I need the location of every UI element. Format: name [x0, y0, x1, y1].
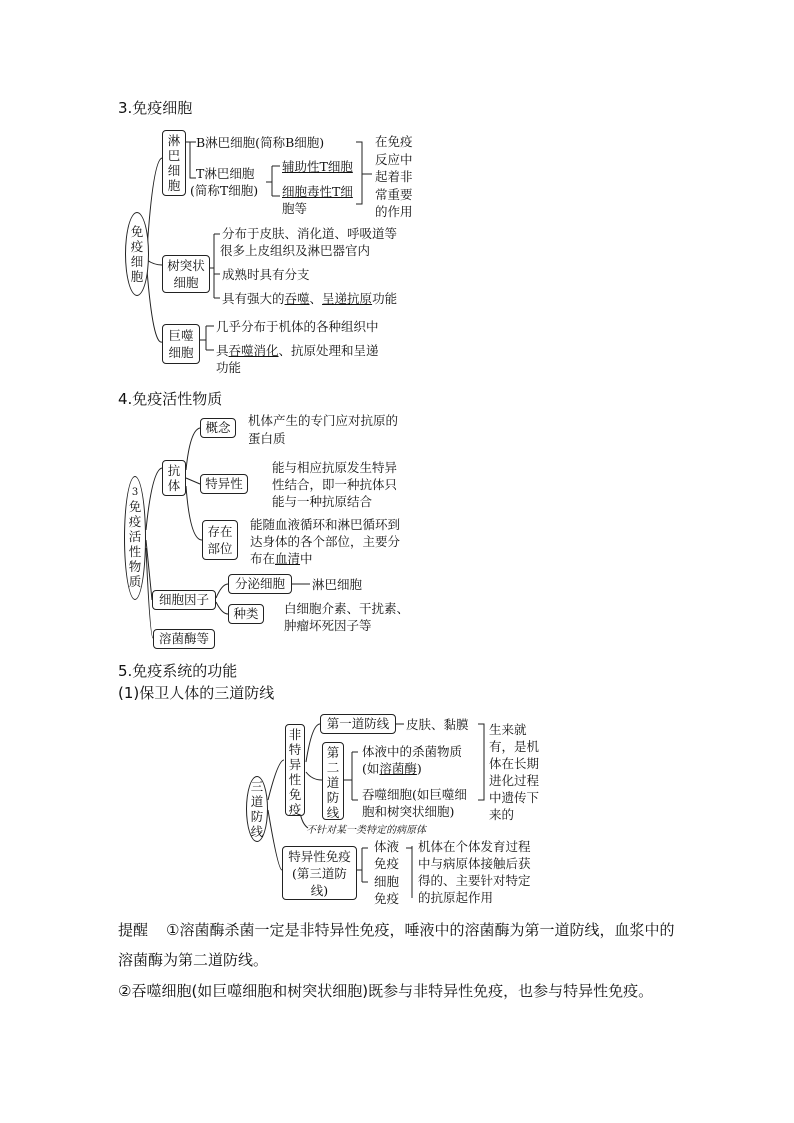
first-line-value: 皮肤、黏膜 — [406, 717, 469, 732]
active-substances-node — [124, 476, 146, 600]
second-line-item1-line1: 体液中的杀菌物质 — [362, 744, 463, 759]
specific-desc-line1: 机体在个体发育过程 — [418, 839, 531, 854]
cytokine-node: 细胞因子 — [152, 590, 216, 610]
cellular-immunity-text: 细胞免疫 — [374, 874, 400, 906]
location-node: 存在部位 — [202, 520, 238, 560]
reminder-paragraph-1 — [118, 915, 688, 975]
innate-description: 生来就有，是机体在长期进化过程中遗传下来的 — [489, 722, 540, 822]
macrophage-function-line2: 功能 — [216, 360, 242, 375]
location-line2: 达身体的各个部位，主要分 — [250, 534, 401, 549]
secreting-cell-value: 淋巴细胞 — [312, 577, 363, 592]
cytotoxic-t-cell-line2: 胞等 — [282, 201, 308, 216]
macrophage-function-line1: 具吞噬消化、抗原处理和呈递 — [216, 343, 379, 358]
kinds-line1: 白细胞介素、干扰素、 — [284, 601, 410, 616]
location-line1: 能随血液循环和淋巴循环到 — [250, 517, 401, 532]
dendritic-distribution-line1: 分布于皮肤、消化道、呼吸道等 — [222, 226, 398, 241]
location-line3: 布在血清中 — [250, 551, 313, 566]
specificity-line1: 能与相应抗原发生特异 — [272, 460, 398, 475]
reminder-paragraph-2: ②吞噬细胞(如巨噬细胞和树突状细胞)既参与非特异性免疫，也参与特异性免疫。 — [118, 982, 654, 1000]
specific-immunity-node: 特异性免疫(第三道防线) — [282, 846, 357, 900]
specific-desc-line3: 得的、主要针对特定 — [418, 873, 531, 888]
antibody-node: 抗体 — [162, 460, 186, 496]
lymphocyte-node: 淋巴细胞 — [162, 130, 186, 196]
reminder-text-1: ①溶菌酶杀菌一定是非特异性免疫，唾液中的溶菌酶为第一道防线，血浆中的溶菌酶为第二道防线。 — [118, 921, 675, 969]
macrophage-distribution-text: 几乎分布于机体的各种组织中 — [216, 319, 379, 334]
humoral-immunity-text: 体液免疫 — [374, 839, 400, 871]
dendritic-branch-text: 成熟时具有分支 — [222, 267, 310, 282]
t-cell-text-line2: (简称T细胞) — [190, 183, 259, 198]
reminder-label: 提醒 — [118, 921, 149, 939]
second-line-item2-line1: 吞噬细胞(如巨噬细 — [362, 787, 467, 802]
handwritten-note: 不针对某一类特定的病原体 — [306, 825, 426, 836]
kinds-node: 种类 — [228, 604, 264, 624]
specificity-line2: 性结合，即一种抗体只 — [272, 477, 398, 492]
section-4-heading: 4.免疫活性物质 — [118, 390, 223, 408]
section-3-heading: 3.免疫细胞 — [118, 99, 193, 117]
second-line-item1-line2: (如溶菌酶) — [362, 761, 422, 776]
dendritic-cell-node: 树突状细胞 — [162, 255, 210, 293]
specificity-node: 特异性 — [200, 474, 248, 494]
lymphocyte-role-text: 在免疫反应中起着非常重要的作用 — [375, 134, 413, 219]
concept-line1: 机体产生的专门应对抗原的 — [248, 413, 399, 428]
macrophage-node: 巨噬细胞 — [162, 324, 200, 364]
helper-t-cell-text: 辅助性T细胞 — [282, 159, 353, 174]
second-line-node: 第二道防线 — [322, 742, 344, 820]
cytotoxic-t-cell-line1: 细胞毒性T细 — [282, 184, 353, 199]
secreting-cell-node: 分泌细胞 — [228, 574, 292, 594]
second-line-item2-line2: 胞和树突状细胞) — [362, 804, 455, 819]
concept-line2: 蛋白质 — [248, 431, 286, 446]
kinds-line2: 肿瘤坏死因子等 — [284, 618, 372, 633]
b-cell-text: B淋巴细胞(简称B细胞) — [196, 135, 325, 150]
dendritic-function-text: 具有强大的吞噬、呈递抗原功能 — [222, 291, 398, 306]
nonspecific-immunity-node: 非特异性免疫 — [285, 724, 305, 816]
three-lines-node: 三道防线 — [246, 776, 268, 842]
specific-desc-line4: 的抗原起作用 — [418, 890, 494, 905]
active-substances-label: 免疫活性物质 — [128, 499, 142, 589]
section-5-heading: 5.免疫系统的功能 — [118, 662, 238, 680]
immune-cells-node: 免疫细胞 — [125, 212, 149, 296]
section-5-subheading: (1)保卫人体的三道防线 — [118, 684, 275, 702]
specific-desc-line2: 中与病原体接触后获 — [418, 856, 531, 871]
specificity-line3: 能与一种抗原结合 — [272, 494, 373, 509]
node-number: 3 — [131, 487, 139, 498]
concept-node: 概念 — [200, 418, 236, 438]
first-line-node: 第一道防线 — [320, 714, 396, 734]
lysozyme-node: 溶菌酶等 — [153, 629, 215, 649]
t-cell-text-line1: T淋巴细胞 — [196, 166, 255, 181]
dendritic-distribution-line2: 很多上皮组织及淋巴器官内 — [220, 243, 371, 258]
